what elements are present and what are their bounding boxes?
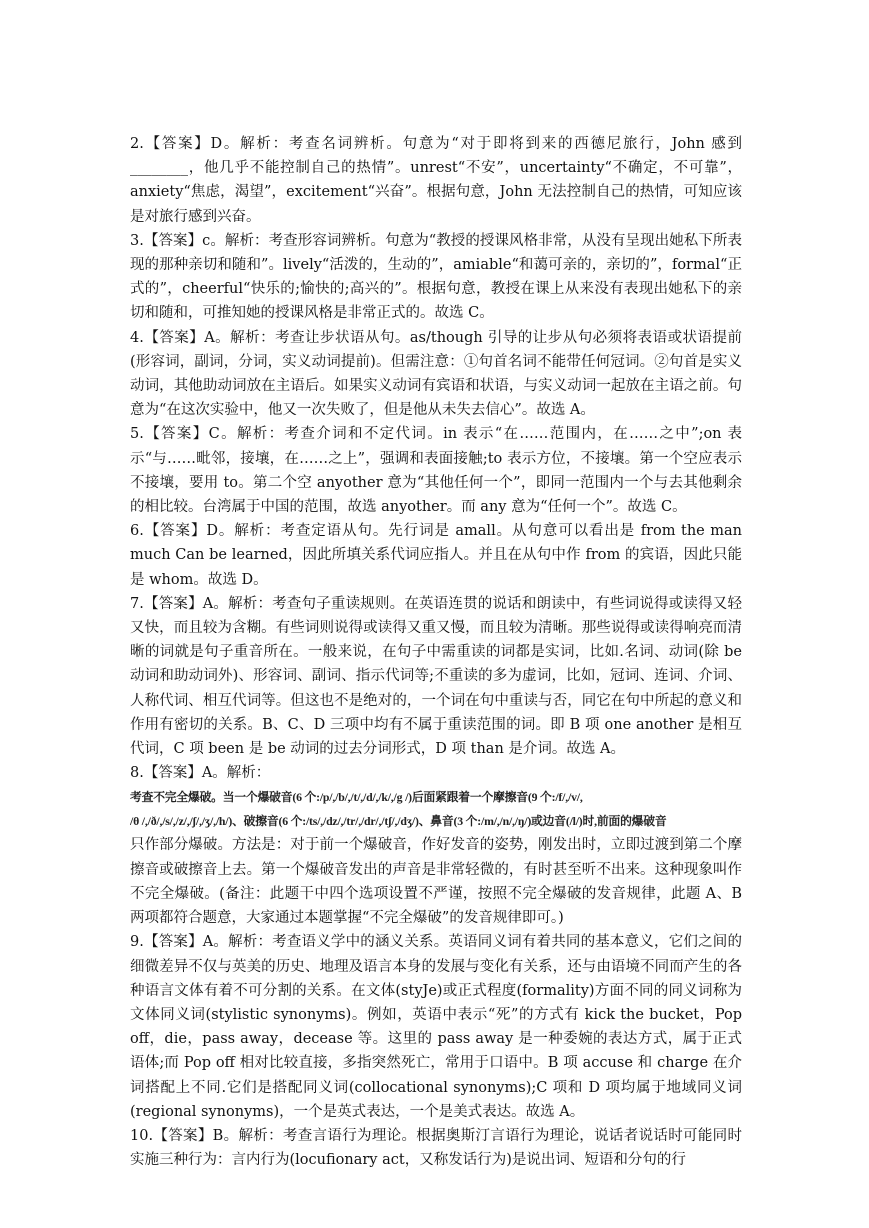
scanned-line-2: /θ /,/ð/,/s/,/z/,/ʃ/,/ʒ/,/h/)、破擦音(6 个:/ts/,/dz/,/tr/,/dr/,/tʃ/,/dʒ/)、鼻音(3 个:/m/,/n/,/ŋ/)或边音(/l/)时,前面的爆破音: [130, 814, 667, 829]
answer-text: 2.【答案】D。解析：考查名词辨析。句意为“对于即将到来的西德尼旅行，John 感到________，他几乎不能控制自己的热情”。unrest“不安”，uncertainty“不确定，不可靠”，anxiety“焦虑，渴望”，excitement“兴奋”。根据句意，John 无法控制自己的热情，可知应该是对旅行感到兴奋。: [130, 136, 742, 225]
answer-text: 9.【答案】A。解析：考查语义学中的涵义关系。英语同义词有着共同的基本意义，它们之间的细微差异不仅与英美的历史、地理及语言本身的发展与变化有关系，还与由语境不同而产生的各种语言文体有着不可分割的关系。在文体(styJe)或正式程度(formality)方面不同的同义词称为文体同义词(stylistic synonyms)。例如，英语中表示“死”的方式有 kick the bucket，Pop off，die，pass away，decease 等。这里的 pass away 是一种委婉的表达方式，属于正式语体;而 Pop off 相对比较直接，多指突然死亡，常用于口语中。B 项 accuse 和 charge 在介词搭配上不同.它们是搭配同义词(collocational synonyms);C 项和 D 项均属于地域同义词(regional synonyms)，一个是英式表达，一个是美式表达。故选 A。: [130, 934, 742, 1120]
answer-item-7: [130, 592, 742, 761]
answer-text: 6.【答案】D。解析：考查定语从句。先行词是 amall。从句意可以看出是 from the man much Can be learned，因此所填关系代词应指人。并且在从句中作 from 的宾语，因此只能是 whom。故选 D。: [130, 523, 742, 588]
answer-text: 7.【答案】A。解析：考查句子重读规则。在英语连贯的说话和朗读中，有些词说得或读得又轻又快，而且较为含糊。有些词则说得或读得又重又慢，而且较为清晰。那些说得或读得响亮而清晰的词就是句子重音所在。一般来说，在句子中需重读的词都是实词，比如.名词、动词(除 be 动词和助动词外)、形容词、副词、指示代词等;不重读的多为虚词，比如，冠词、连词、介词、人称代词、相互代词等。但这也不是绝对的，一个词在句中重读与否，同它在句中所起的意义和作用有密切的关系。B、C、D 三项中均有不属于重读范围的词。即 B 项 one another 是相互代词，C 项 been 是 be 动词的过去分词形式，D 项 than 是介词。故选 A。: [130, 595, 742, 758]
answer-item-5: [130, 422, 742, 519]
answer-item-10: [130, 1124, 742, 1172]
scanned-line-1: 考查不完全爆破。当一个爆破音(6 个:/p/,/b/,/t/,/d/,/k/,/g /)后面紧跟着一个摩擦音(9 个:/f/,/v/,: [130, 790, 583, 805]
answer-item-4: [130, 326, 742, 423]
answer-item-9: [130, 930, 742, 1124]
answer-item-6: [130, 519, 742, 592]
answer-text: 5.【答案】C。解析：考查介词和不定代词。in 表示“在……范围内，在……之中”;on 表示“与……毗邻，接壤，在……之上”，强调和表面接触;to 表示方位，不接壤。第一个空应表示不接壤，要用 to。第二个空 anyother 意为“其他任何一个”，即同一范围内一个与去其他剩余的相比较。台湾属于中国的范围，故选 anyother。而 any 意为“任何一个”。故选 C。: [130, 426, 742, 516]
answer-text: 10.【答案】B。解析：考查言语行为理论。根据奥斯汀言语行为理论，说话者说话时可能同时实施三种行为：言内行为(locufionary act，又称发话行为)是说出词、短语和分句的行: [130, 1127, 742, 1169]
answer-text: 3.【答案】c。解析：考查形容词辨析。句意为“教授的授课风格非常，从没有呈现出她私下所表现的那种亲切和随和”。lively“活泼的，生动的”，amiable“和蔼可亲的，亲切的”，formal“正式的”，cheerful“快乐的;愉快的;高兴的”。根据句意，教授在课上从来没有表现出她私下的亲切和随和，可推知她的授课风格是非常正式的。故选 C。: [130, 232, 742, 322]
answer-item-8: [130, 761, 742, 785]
answer-item-8-continued: [130, 833, 742, 930]
answer-text: 8.【答案】A。解析：: [130, 765, 271, 782]
answer-text: 4.【答案】A。解析：考查让步状语从句。as/though 引导的让步从句必须将表语或状语提前(形容词，副词，分词，实义动词提前)。但需注意：①句首名词不能带任何冠词。②句首是实义动词，其他助动词放在主语后。如果实义动词有宾语和状语，与实义动词一起放在主语之前。句意为“在这次实验中，他又一次失败了，但是他从未失去信心”。故选 A。: [130, 329, 742, 419]
answer-explanations: [130, 132, 742, 1172]
answer-item-2: [130, 132, 742, 229]
answer-text: 只作部分爆破。方法是：对于前一个爆破音，作好发音的姿势，刚发出时，立即过渡到第二个摩擦音或破擦音上去。第一个爆破音发出的声音是非常轻微的，有时甚至听不出来。这种现象叫作不完全爆破。(备注：此题干中四个选项设置不严谨，按照不完全爆破的发音规律，此题 A、B 两项都符合题意，大家通过本题掌握“不完全爆破”的发音规律即可。): [130, 837, 742, 927]
answer-item-3: [130, 229, 742, 326]
